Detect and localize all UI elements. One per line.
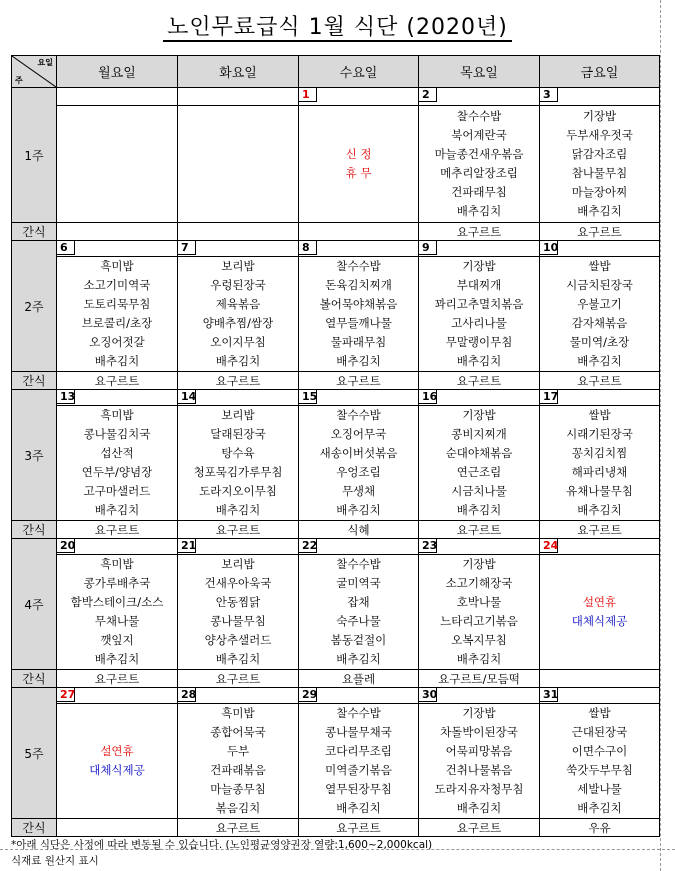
week-label: 1주	[12, 88, 57, 223]
menu-row	[12, 704, 660, 819]
week-label: 5주	[12, 688, 57, 819]
menu-item: 북어계란국	[451, 128, 507, 142]
date-number: 9	[419, 241, 437, 255]
date-cell	[57, 539, 178, 555]
date-cell	[419, 88, 540, 106]
date-number: 13	[57, 390, 75, 404]
menu-item: 쌀밥	[588, 706, 611, 720]
menu-item: 배추김치	[577, 354, 622, 368]
table-header-row	[12, 56, 660, 88]
menu-row	[12, 257, 660, 372]
menu-cell-fri	[540, 704, 660, 819]
menu-item: 오복지무침	[451, 633, 507, 647]
menu-item: 찰수수밥	[336, 706, 381, 720]
date-row	[12, 539, 660, 555]
date-number: 14	[178, 390, 196, 404]
menu-item: 보리밥	[221, 557, 255, 571]
date-cell	[540, 241, 660, 257]
menu-item: 우불고기	[577, 297, 622, 311]
corner-cell	[12, 56, 57, 88]
date-number: 6	[57, 241, 75, 255]
snack-cell	[299, 223, 419, 241]
menu-item: 흑미밥	[221, 706, 255, 720]
menu-item: 시금치된장국	[566, 278, 633, 292]
menu-item: 배추김치	[336, 801, 381, 815]
menu-item: 닭감자조림	[571, 147, 628, 161]
menu-item: 설연휴	[100, 744, 134, 758]
snack-cell: 식혜	[299, 521, 419, 539]
menu-item: 무생채	[341, 484, 376, 498]
date-number: 27	[57, 688, 75, 702]
date-cell	[57, 390, 178, 406]
footer-origin: 식재료 원산지 표시	[11, 855, 99, 867]
day-header-wed: 수요일	[299, 56, 419, 88]
menu-cell-wed	[299, 555, 419, 670]
menu-cell-wed	[299, 704, 419, 819]
menu-item: 콩비지찌개	[451, 427, 507, 441]
menu-item: 연근조림	[456, 465, 502, 479]
menu-cell-fri	[540, 257, 660, 372]
menu-item: 무채나물	[94, 614, 140, 628]
menu-item: 우렁된장국	[210, 278, 266, 292]
menu-cell-fri	[540, 555, 660, 670]
snack-cell: 요구르트	[57, 670, 178, 688]
date-number: 17	[540, 390, 558, 404]
week-label: 4주	[12, 539, 57, 670]
day-header-mon: 월요일	[57, 56, 178, 88]
menu-item: 오이지무침	[210, 335, 266, 349]
snack-label: 간식	[12, 223, 57, 241]
date-number: 29	[299, 688, 317, 702]
menu-item: 깻잎지	[100, 633, 134, 647]
menu-item: 보리밥	[221, 408, 255, 422]
menu-item: 쌀밥	[588, 259, 611, 273]
menu-item: 흑미밥	[100, 259, 134, 273]
date-number: 8	[299, 241, 317, 255]
menu-cell-mon	[57, 406, 178, 521]
menu-item: 볼어묵야채볶음	[319, 297, 398, 311]
menu-item: 기장밥	[462, 259, 496, 273]
snack-cell: 요구르트	[178, 521, 299, 539]
menu-item: 종합어묵국	[210, 725, 266, 739]
day-header-thu: 목요일	[419, 56, 540, 88]
menu-item: 굴미역국	[336, 576, 381, 590]
menu-item: 배추김치	[456, 204, 502, 218]
menu-item: 코다리무조림	[325, 744, 392, 758]
menu-item: 찰수수밥	[336, 557, 381, 571]
day-header-tue: 화요일	[178, 56, 299, 88]
date-cell	[419, 390, 540, 406]
menu-item: 숙주나물	[336, 614, 381, 628]
date-number: 1	[299, 88, 317, 102]
menu-item: 콩나물무채국	[325, 725, 392, 739]
menu-item: 건파래볶음	[210, 763, 266, 777]
snack-cell: 요구르트	[178, 372, 299, 390]
menu-item: 탕수육	[221, 446, 255, 460]
menu-item: 물파래무침	[330, 335, 387, 349]
menu-item: 콩나물김치국	[83, 427, 151, 441]
menu-item: 배추김치	[336, 503, 381, 517]
snack-cell: 요구르트	[540, 521, 660, 539]
menu-item: 세발나물	[577, 782, 622, 796]
snack-row	[12, 670, 660, 688]
menu-item: 무말랭이무침	[445, 335, 513, 349]
snack-cell	[57, 819, 178, 837]
snack-cell: 요구르트	[57, 372, 178, 390]
menu-item: 양배추찜/쌈장	[202, 316, 274, 330]
date-cell	[540, 88, 660, 106]
menu-item: 시래기된장국	[566, 427, 633, 441]
menu-item: 새송이버섯볶음	[319, 446, 398, 460]
menu-item: 봄동겉절이	[330, 633, 387, 647]
snack-cell: 요구르트/모듬떡	[419, 670, 540, 688]
menu-item: 오징어무국	[330, 427, 387, 441]
menu-item: 쑥갓두부무침	[566, 763, 633, 777]
menu-cell-fri	[540, 406, 660, 521]
menu-item: 배추김치	[215, 652, 261, 666]
snack-label: 간식	[12, 372, 57, 390]
menu-cell-tue	[178, 106, 299, 223]
snack-cell: 요구르트	[178, 670, 299, 688]
menu-item: 마늘장아찌	[571, 185, 628, 199]
date-row	[12, 241, 660, 257]
snack-cell: 요구르트	[419, 521, 540, 539]
snack-cell: 요플레	[299, 670, 419, 688]
date-cell	[299, 539, 419, 555]
snack-cell: 요구르트	[299, 372, 419, 390]
menu-item: 기장밥	[462, 557, 496, 571]
menu-cell-thu	[419, 555, 540, 670]
snack-cell	[540, 670, 660, 688]
menu-item: 콩나물무침	[210, 614, 266, 628]
menu-item: 달래된장국	[210, 427, 266, 441]
snack-row	[12, 372, 660, 390]
date-number: 16	[419, 390, 437, 404]
menu-item: 찰수수밥	[456, 109, 502, 123]
date-cell	[178, 688, 299, 704]
menu-item: 물미역/초장	[569, 335, 630, 349]
menu-item: 열무된장무침	[325, 782, 392, 796]
snack-row	[12, 223, 660, 241]
menu-cell-mon	[57, 257, 178, 372]
menu-item: 도라지오이무침	[199, 484, 277, 498]
menu-item: 두부새우젓국	[566, 128, 633, 142]
menu-item: 도토리묵무침	[83, 297, 151, 311]
menu-cell-mon	[57, 555, 178, 670]
menu-item: 대체식제공	[571, 614, 628, 628]
menu-row	[12, 106, 660, 223]
menu-item: 기장밥	[582, 109, 617, 123]
menu-cell-thu	[419, 257, 540, 372]
snack-cell	[57, 223, 178, 241]
menu-item: 브로콜리/초장	[81, 316, 153, 330]
date-number: 22	[299, 539, 317, 553]
date-number: 3	[540, 88, 558, 102]
snack-cell: 요구르트	[299, 819, 419, 837]
page-boundary-vertical	[660, 0, 661, 871]
snack-cell: 요구르트	[57, 521, 178, 539]
snack-row	[12, 819, 660, 837]
date-row	[12, 390, 660, 406]
day-header-fri: 금요일	[540, 56, 660, 88]
menu-item: 부대찌개	[456, 278, 502, 292]
menu-item: 유채나물무침	[566, 484, 633, 498]
menu-item: 마늘종건새우볶음	[434, 147, 524, 161]
date-number: 20	[57, 539, 75, 553]
menu-cell-tue	[178, 555, 299, 670]
date-number: 24	[540, 539, 558, 553]
week-label: 3주	[12, 390, 57, 521]
menu-cell-wed	[299, 106, 419, 223]
menu-item: 배추김치	[456, 503, 502, 517]
menu-item: 배추김치	[577, 204, 622, 218]
menu-item: 오징어젓갈	[89, 335, 145, 349]
menu-item: 메추리알장조림	[440, 166, 518, 180]
date-number: 15	[299, 390, 317, 404]
menu-item: 차돌박이된장국	[440, 725, 518, 739]
snack-cell: 요구르트	[540, 372, 660, 390]
date-number: 7	[178, 241, 196, 255]
date-number: 28	[178, 688, 196, 702]
menu-item: 신 정	[345, 147, 372, 161]
menu-cell-tue	[178, 704, 299, 819]
date-cell	[178, 241, 299, 257]
menu-item: 소고기해장국	[445, 576, 513, 590]
menu-item: 함박스테이크/소스	[70, 595, 164, 609]
menu-item: 감자채볶음	[571, 316, 628, 330]
menu-cell-mon	[57, 704, 178, 819]
menu-item: 배추김치	[94, 354, 140, 368]
menu-item: 고사리나물	[451, 316, 507, 330]
menu-item: 제육볶음	[215, 297, 261, 311]
corner-week-label: 주	[15, 76, 23, 85]
date-cell	[178, 88, 299, 106]
snack-cell: 요구르트	[419, 372, 540, 390]
corner-day-label: 요일	[37, 58, 53, 67]
menu-cell-fri	[540, 106, 660, 223]
menu-item: 기장밥	[462, 408, 496, 422]
page-title: 노인무료급식 1월 식단 (2020년)	[163, 15, 512, 42]
menu-item: 미역줄기볶음	[325, 763, 392, 777]
menu-item: 꽁치김치찜	[571, 446, 628, 460]
menu-cell-thu	[419, 106, 540, 223]
snack-cell: 우유	[540, 819, 660, 837]
footer-note: *아래 식단은 사정에 따라 변동될 수 있습니다. (노인평균영양권장 열량:1,600~2,000kcal)	[11, 839, 433, 851]
menu-cell-thu	[419, 704, 540, 819]
date-number: 10	[540, 241, 558, 255]
menu-item: 열무들깨나물	[325, 316, 392, 330]
menu-cell-mon	[57, 106, 178, 223]
menu-item: 건파래무침	[451, 185, 507, 199]
date-row	[12, 88, 660, 106]
date-cell	[299, 390, 419, 406]
menu-cell-wed	[299, 257, 419, 372]
meal-schedule-table	[11, 55, 660, 837]
menu-row	[12, 406, 660, 521]
menu-item: 설연휴	[582, 595, 617, 609]
menu-item: 배추김치	[456, 652, 502, 666]
menu-cell-wed	[299, 406, 419, 521]
menu-item: 배추김치	[456, 354, 502, 368]
menu-item: 배추김치	[94, 503, 140, 517]
menu-item: 소고기미역국	[83, 278, 151, 292]
date-cell	[178, 390, 299, 406]
menu-item: 느타리고기볶음	[440, 614, 518, 628]
menu-cell-tue	[178, 406, 299, 521]
date-cell	[419, 539, 540, 555]
snack-cell: 요구르트	[419, 819, 540, 837]
date-cell	[540, 539, 660, 555]
menu-item: 해파리냉채	[571, 465, 628, 479]
date-cell	[299, 688, 419, 704]
menu-item: 쌀밥	[588, 408, 611, 422]
snack-cell: 요구르트	[178, 819, 299, 837]
table-body	[12, 88, 660, 837]
menu-item: 꽈리고추멸치볶음	[434, 297, 524, 311]
menu-item: 마늘종무침	[210, 782, 266, 796]
date-number: 31	[540, 688, 558, 702]
menu-item: 배추김치	[94, 652, 140, 666]
snack-cell: 요구르트	[540, 223, 660, 241]
menu-item: 참나물무침	[571, 166, 628, 180]
date-number: 23	[419, 539, 437, 553]
menu-item: 섭산적	[100, 446, 134, 460]
menu-item: 대체식제공	[89, 763, 145, 777]
menu-row	[12, 555, 660, 670]
menu-item: 양상추샐러드	[204, 633, 272, 647]
date-cell	[299, 241, 419, 257]
snack-label: 간식	[12, 521, 57, 539]
menu-cell-thu	[419, 406, 540, 521]
menu-item: 안동찜닭	[215, 595, 261, 609]
menu-item: 도라지유자청무침	[434, 782, 524, 796]
menu-item: 배추김치	[577, 801, 622, 815]
page-title-wrap	[0, 10, 675, 41]
snack-row	[12, 521, 660, 539]
date-cell	[57, 241, 178, 257]
menu-item: 배추김치	[215, 503, 261, 517]
menu-item: 흑미밥	[100, 408, 134, 422]
date-number: 2	[419, 88, 437, 102]
menu-item: 두부	[226, 744, 250, 758]
menu-item: 배추김치	[336, 652, 381, 666]
menu-item: 건새우아욱국	[204, 576, 272, 590]
date-cell	[57, 688, 178, 704]
menu-item: 찰수수밥	[336, 408, 381, 422]
menu-item: 배추김치	[456, 801, 502, 815]
menu-item: 순대야채볶음	[445, 446, 513, 460]
menu-item: 배추김치	[336, 354, 381, 368]
date-row	[12, 688, 660, 704]
menu-item: 배추김치	[577, 503, 622, 517]
menu-item: 잡채	[347, 595, 370, 609]
menu-item: 청포묵김가루무침	[193, 465, 283, 479]
menu-item: 건취나물볶음	[445, 763, 513, 777]
menu-item: 고구마샐러드	[83, 484, 151, 498]
menu-item: 근대된장국	[571, 725, 628, 739]
date-cell	[57, 88, 178, 106]
date-number: 21	[178, 539, 196, 553]
date-cell	[540, 688, 660, 704]
menu-item: 이면수구이	[571, 744, 628, 758]
menu-item: 찰수수밥	[336, 259, 381, 273]
snack-label: 간식	[12, 670, 57, 688]
menu-cell-tue	[178, 257, 299, 372]
menu-item: 콩가루배추국	[83, 576, 151, 590]
date-cell	[299, 88, 419, 106]
date-number: 30	[419, 688, 437, 702]
menu-item: 휴 무	[345, 166, 372, 180]
snack-cell: 요구르트	[419, 223, 540, 241]
date-cell	[419, 688, 540, 704]
menu-item: 보리밥	[221, 259, 255, 273]
date-cell	[540, 390, 660, 406]
menu-item: 볶음김치	[215, 801, 261, 815]
date-cell	[178, 539, 299, 555]
menu-item: 기장밥	[462, 706, 496, 720]
menu-item: 어묵피망볶음	[445, 744, 513, 758]
menu-item: 호박나물	[456, 595, 502, 609]
menu-item: 배추김치	[215, 354, 261, 368]
snack-cell	[178, 223, 299, 241]
menu-item: 돈육김치찌개	[325, 278, 392, 292]
menu-item: 연두부/양념장	[81, 465, 153, 479]
week-label: 2주	[12, 241, 57, 372]
menu-item: 흑미밥	[100, 557, 134, 571]
menu-item: 시금치나물	[451, 484, 507, 498]
date-cell	[419, 241, 540, 257]
snack-label: 간식	[12, 819, 57, 837]
menu-item: 우엉조림	[336, 465, 381, 479]
